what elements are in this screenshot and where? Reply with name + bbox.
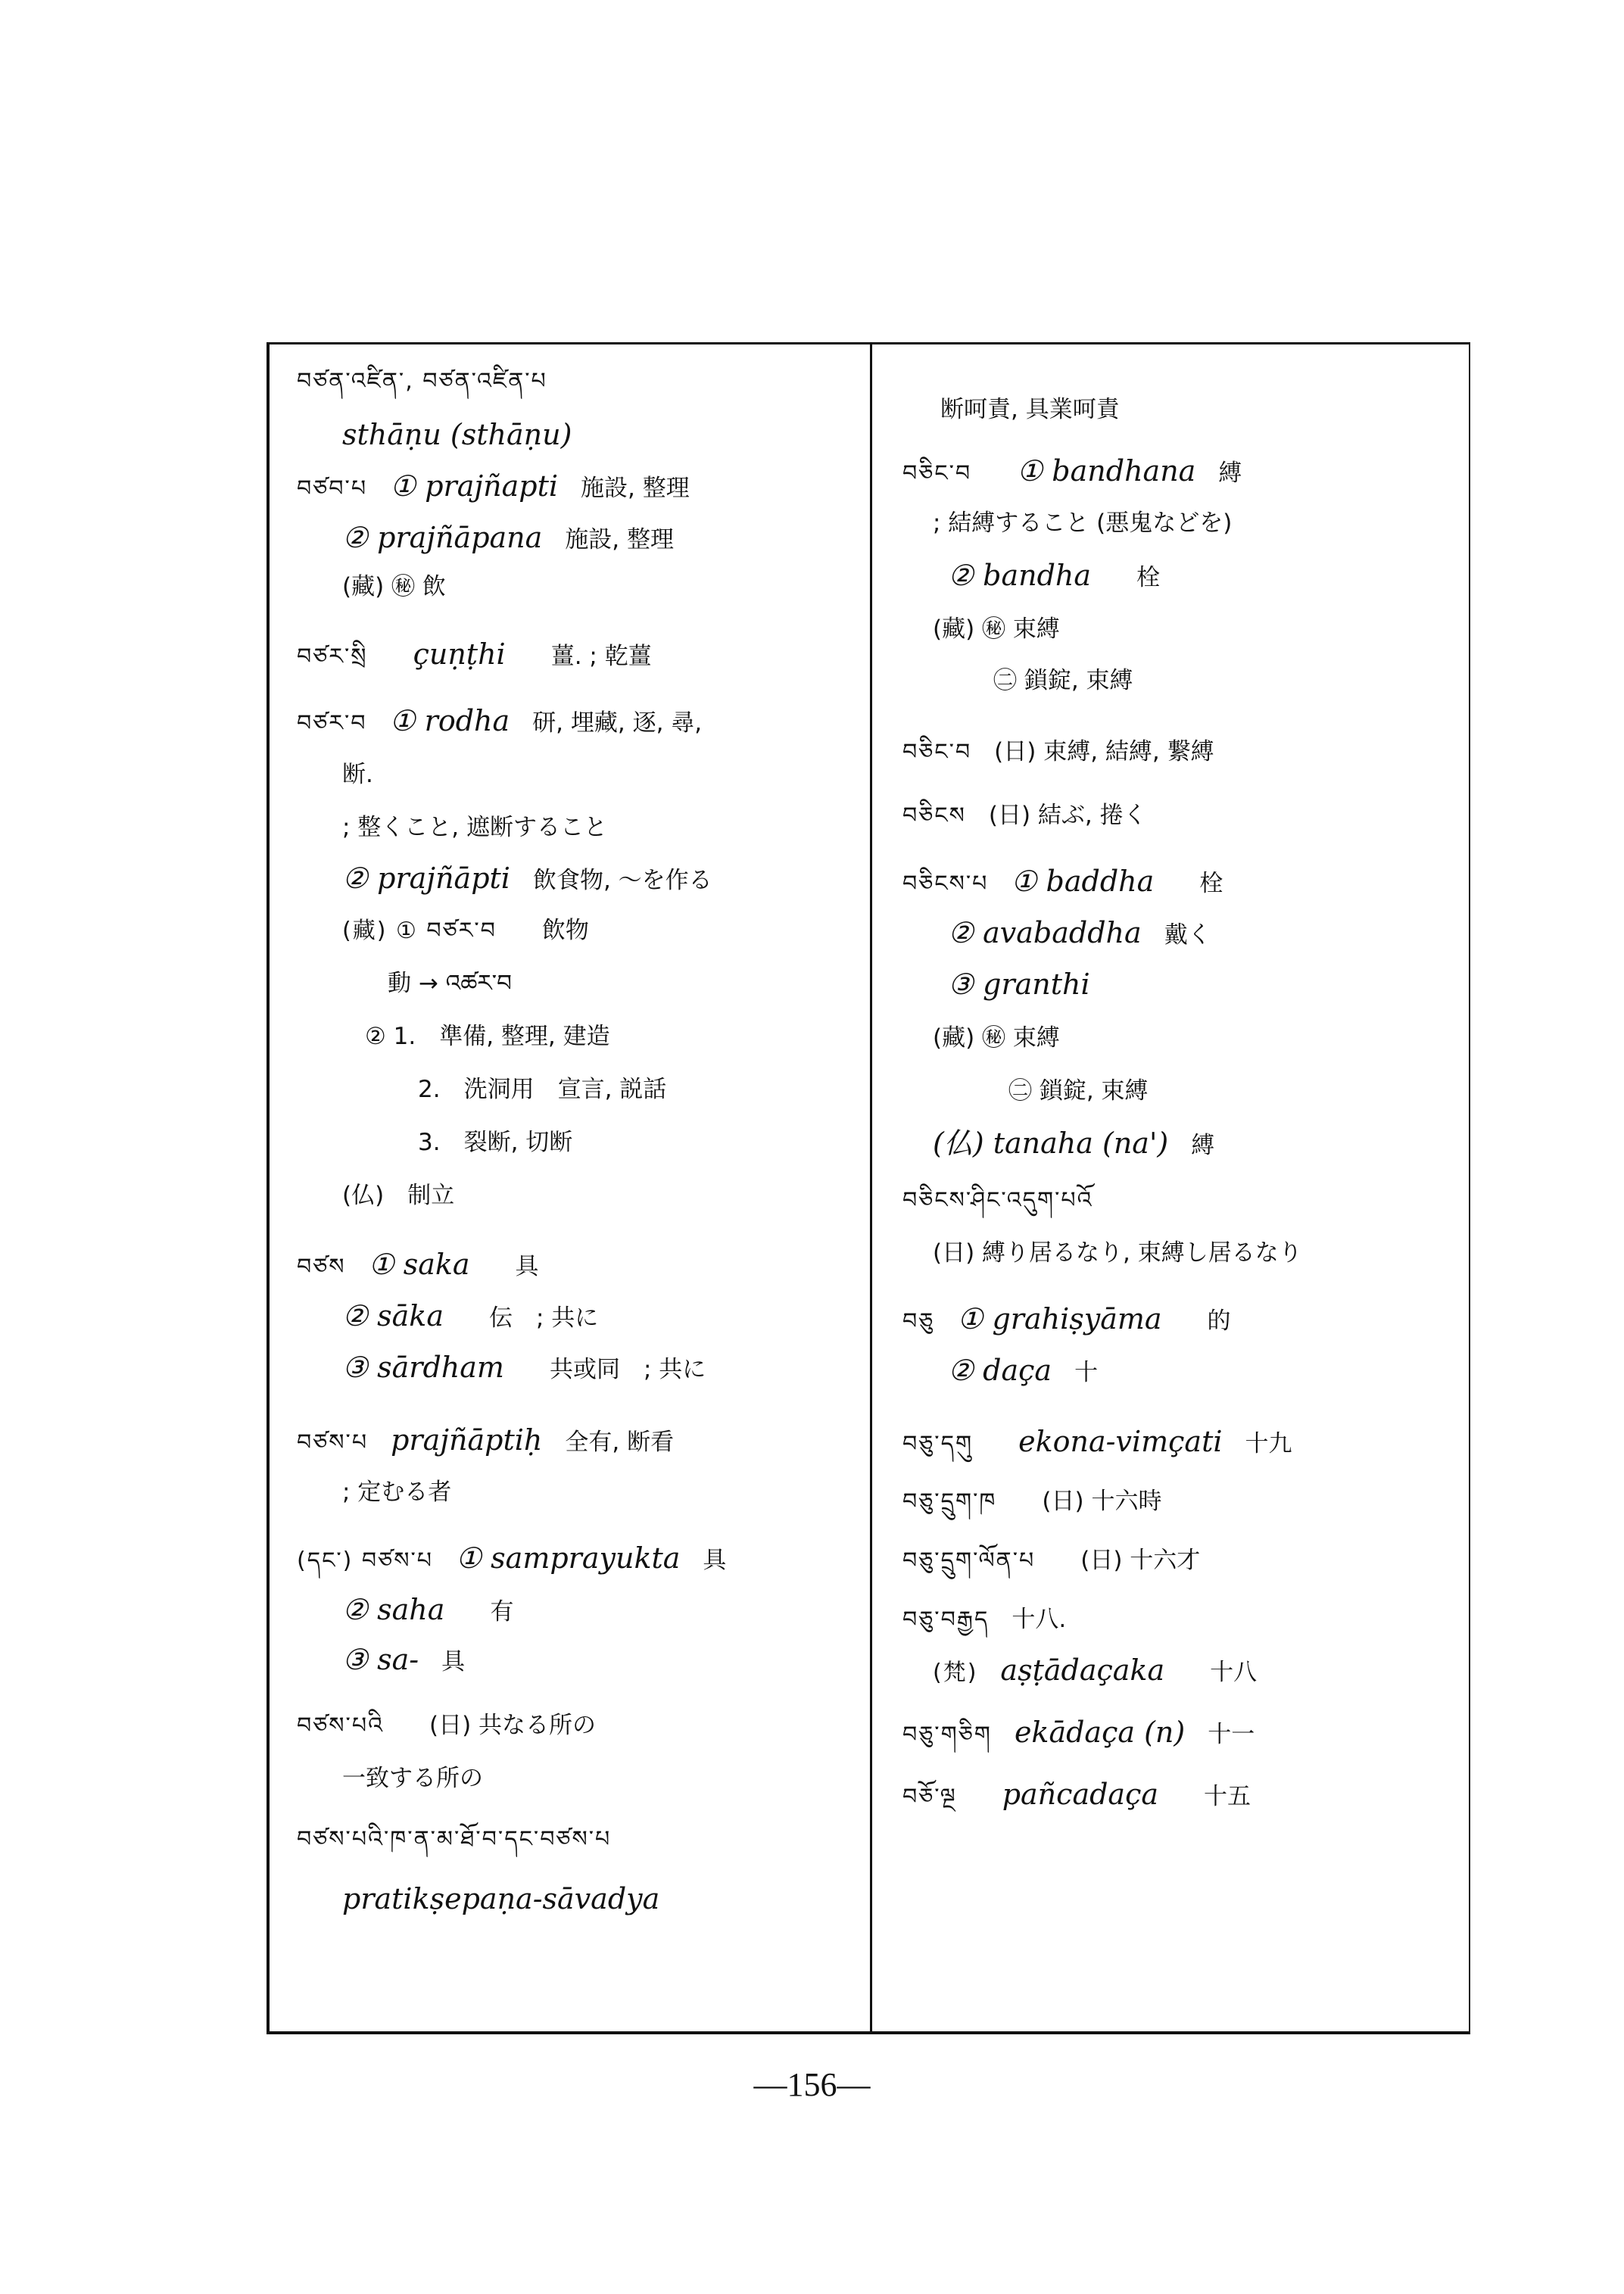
dictionary-line: ② prajñāpana 施設, 整理 — [342, 521, 675, 554]
dictionary-line: ② prajñāpti 飲食物, ～を作る — [342, 862, 712, 895]
dictionary-line: 断呵責, 具業呵責 — [940, 396, 1120, 423]
dictionary-line: pratikṣepaṇa-sāvadya — [342, 1882, 660, 1915]
dictionary-line: 一致する所の — [342, 1765, 483, 1792]
dictionary-line: ③ granthi — [948, 968, 1090, 1001]
dictionary-line: (དང་) བཙས་པ ① samprayukta 具 — [297, 1541, 727, 1575]
dictionary-line: བཙས་པའི་ཁ་ན་མ་ཐོ་བ་དང་བཙས་པ — [297, 1826, 612, 1853]
dictionary-line: (藏) ㊙ 束縛 — [933, 1024, 1060, 1052]
dictionary-line: (仏) tanaha (na') 縛 — [933, 1127, 1215, 1160]
dictionary-line: བཅུ་དྲུག་ལོན་པ (日) 十六才 — [902, 1547, 1201, 1574]
dictionary-line: བཅོ་ལྔ pañcadaça 十五 — [902, 1778, 1252, 1811]
dictionary-line: (日) 縛り居るなり, 束縛し居るなり — [933, 1239, 1302, 1267]
dictionary-line: (藏) ㊙ 束縛 — [933, 616, 1060, 643]
dictionary-line: 断. — [342, 761, 373, 788]
column-divider — [870, 342, 872, 2034]
dictionary-line: བཙར་སྲི çuṇṭhi 薑. ; 乾薑 — [297, 637, 652, 671]
dictionary-line: (藏) ① བཙར་བ 飲物 — [342, 917, 589, 944]
dictionary-line: (仏) 制立 — [342, 1182, 455, 1209]
dictionary-line: བཅིང་བ (日) 束縛, 結縛, 繋縛 — [902, 738, 1214, 765]
dictionary-line: བཅིང་བ ① bandhana 縛 — [902, 454, 1242, 488]
dictionary-line: བཅུ་དྲུག་ཁ (日) 十六時 — [902, 1488, 1162, 1515]
dictionary-line: ② bandha 栓 — [948, 559, 1161, 592]
dictionary-line: 2. 洗洞用 宣言, 説話 — [418, 1076, 667, 1103]
right-column — [887, 356, 1463, 2021]
dictionary-line: བཙར་བ ① rodha 研, 埋藏, 逐, 尋, — [297, 704, 703, 737]
dictionary-line: ③ sa- 具 — [342, 1643, 466, 1676]
dictionary-line: ; 定むる者 — [342, 1479, 452, 1506]
dictionary-line: ② saha 有 — [342, 1593, 514, 1626]
dictionary-line: བཅིངས་པ ① baddha 栓 — [902, 865, 1223, 898]
dictionary-line: བཙས ① saka 具 — [297, 1248, 539, 1281]
dictionary-line: བཅུ ① grahiṣyāma 的 — [902, 1302, 1231, 1336]
dictionary-line: ② avabaddha 戴く — [948, 916, 1211, 949]
dictionary-line: བཅིངས་ཤིང་འདུག་པའོ — [902, 1187, 1093, 1214]
dictionary-line: བཅུ་གཅིག ekādaça (n) 十一 — [902, 1716, 1255, 1749]
dictionary-line: sthāṇu (sthāṇu) — [342, 418, 572, 451]
dictionary-line: ; 整くこと, 遮断すること — [342, 814, 608, 841]
dictionary-line: ㊁ 鎖錠, 束縛 — [1008, 1077, 1149, 1105]
dictionary-line: (藏) ㊙ 飲 — [342, 573, 446, 600]
dictionary-line: ② 1. 準備, 整理, 建造 — [365, 1023, 610, 1050]
dictionary-line: ③ sārdham 共或同 ; 共に — [342, 1351, 706, 1384]
dictionary-line: ; 結縛すること (悪鬼などを) — [933, 510, 1233, 537]
dictionary-line: བཙབ་པ ① prajñapti 施設, 整理 — [297, 469, 690, 503]
dictionary-line: (梵) aṣṭādaçaka 十八 — [933, 1653, 1258, 1687]
dictionary-line: 動 → འཚར་བ — [388, 970, 512, 997]
dictionary-line: བཅིངས (日) 結ぶ, 捲く — [902, 802, 1147, 829]
dictionary-line: བཙས་པ prajñāptiḥ 全有, 断看 — [297, 1423, 675, 1457]
dictionary-line: བཅུ་བརྒྱད 十八. — [902, 1606, 1067, 1633]
dictionary-line: བཙས་པའི (日) 共なる所の — [297, 1712, 597, 1739]
dictionary-line: བཙན་འཛིན་, བཙན་འཛིན་པ — [297, 368, 547, 394]
dictionary-line: 3. 裂断, 切断 — [418, 1129, 573, 1156]
page-number: —156— — [753, 2066, 871, 2103]
dictionary-line: བཅུ་དགུ ekona-vimçati 十九 — [902, 1425, 1292, 1458]
dictionary-line: ② sāka 伝 ; 共に — [342, 1299, 599, 1332]
dictionary-line: ㊁ 鎖錠, 束縛 — [993, 667, 1133, 694]
left-column — [282, 356, 857, 2021]
dictionary-line: ② daça 十 — [948, 1354, 1099, 1387]
